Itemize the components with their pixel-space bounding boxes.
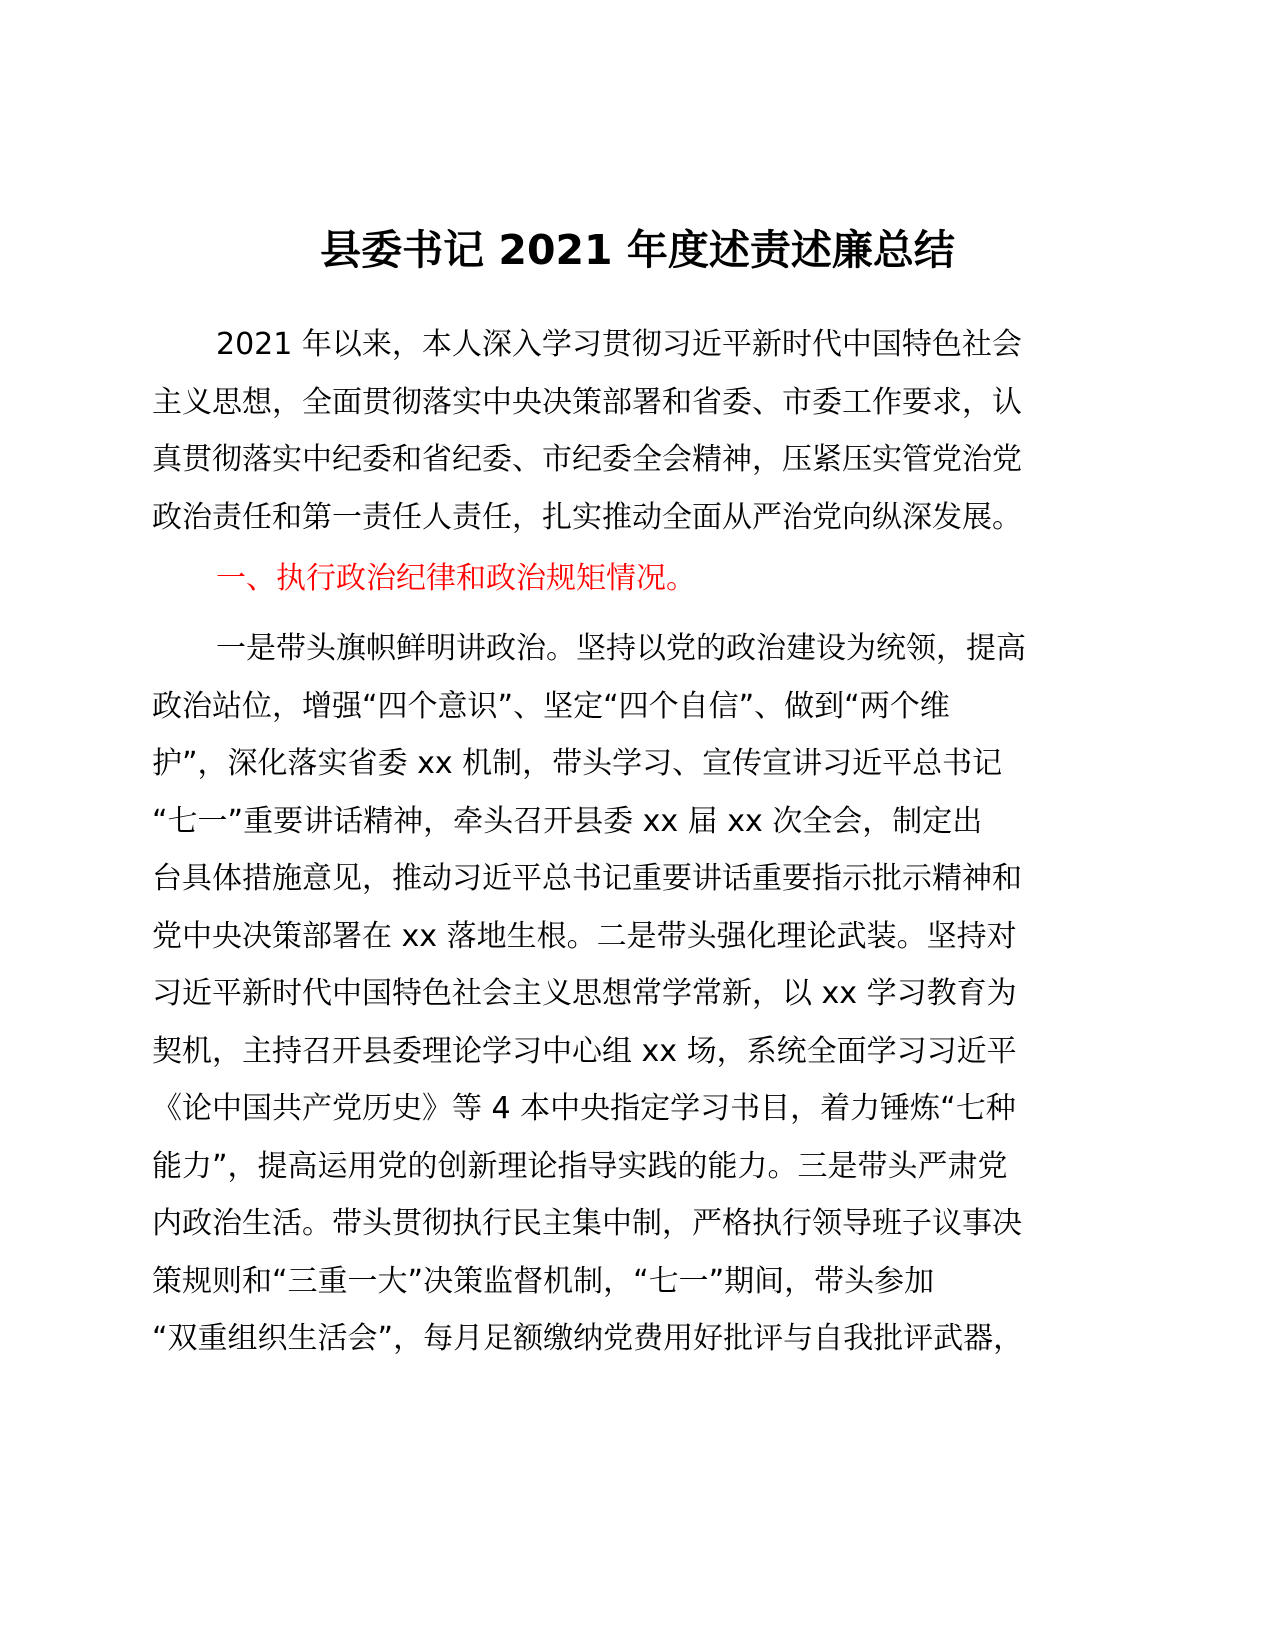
paragraph-line: 2021 年以来，本人深入学习贯彻习近平新时代中国特色社会 xyxy=(216,327,1022,362)
paragraph-line: 政治站位，增强“四个意识”、坚定“四个自信”、做到“两个维 xyxy=(152,688,950,724)
paragraph-line: 习近平新时代中国特色社会主义思想常学常新，以 xx 学习教育为 xyxy=(152,976,1017,1011)
paragraph-line: 主义思想，全面贯彻落实中央决策部署和省委、市委工作要求，认 xyxy=(152,384,1022,420)
section-1-paragraph xyxy=(152,620,1122,1368)
paragraph-line: 党中央决策部署在 xx 落地生根。二是带头强化理论武装。坚持对 xyxy=(152,918,1017,954)
paragraph-line: 《论中国共产党历史》等 4 本中央指定学习书目，着力锤炼“七种 xyxy=(152,1091,1016,1126)
paragraph-line: “七一”重要讲话精神，牵头召开县委 xx 届 xx 次全会，制定出 xyxy=(152,803,983,839)
paragraph-line: 契机，主持召开县委理论学习中心组 xx 场，系统全面学习习近平 xyxy=(152,1033,1017,1069)
paragraph-line: 政治责任和第一责任人责任，扎实推动全面从严治党向纵深发展。 xyxy=(152,499,1022,535)
paragraph-line: 真贯彻落实中纪委和省纪委、市纪委全会精神，压紧压实管党治党 xyxy=(152,442,1022,477)
paragraph-line: 内政治生活。带头贯彻执行民主集中制，严格执行领导班子议事决 xyxy=(152,1206,1022,1241)
paragraph-line: 一是带头旗帜鲜明讲政治。坚持以党的政治建设为统领，提高 xyxy=(216,631,1026,666)
paragraph-line: “双重组织生活会”，每月足额缴纳党费用好批评与自我批评武器， xyxy=(152,1321,1024,1356)
paragraph-line: 策规则和“三重一大”决策监督机制，“七一”期间，带头参加 xyxy=(152,1263,935,1299)
paragraph-line: 能力”，提高运用党的创新理论指导实践的能力。三是带头严肃党 xyxy=(152,1148,1008,1184)
paragraph-line: 护”，深化落实省委 xx 机制，带头学习、宣传宣讲习近平总书记 xyxy=(152,746,1003,781)
section-heading xyxy=(152,550,1122,608)
paragraph-line: 台具体措施意见，推动习近平总书记重要讲话重要指示批示精神和 xyxy=(152,861,1022,896)
intro-paragraph xyxy=(152,316,1122,546)
section-heading-text: 一、执行政治纪律和政治规矩情况。 xyxy=(216,561,696,596)
document-title: 县委书记 2021 年度述责述廉总结 xyxy=(320,226,955,274)
